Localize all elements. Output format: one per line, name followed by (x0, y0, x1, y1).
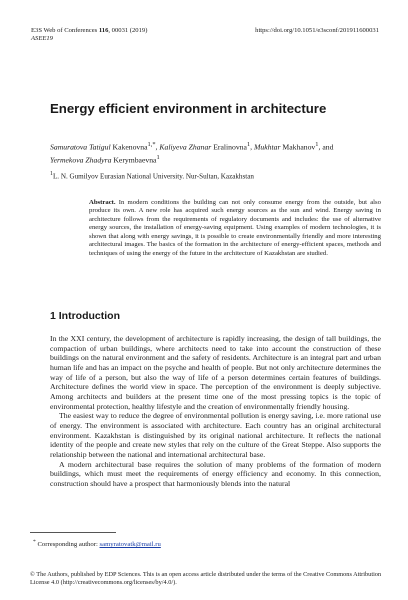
affiliation-superscript: 1 (50, 171, 53, 177)
running-header (31, 27, 379, 43)
body-text (50, 334, 381, 489)
abstract (89, 199, 381, 258)
author-list: Samuratova Tatigul Kakenovna$^{1,*}$, Kaliyeva Zhanar Eralinovna$^1$, Mukhtar Makhanov$^1$, and Yermekova Zhadyra Kerymbaevna$^1$ (50, 141, 334, 165)
author-given-name: Yermekova Zhadyra (50, 155, 112, 165)
author-family-name: Makhanov (280, 142, 316, 152)
author-superscript: 1 (246, 141, 251, 148)
author-given-name: Mukhtar (253, 142, 281, 152)
body-paragraph: The easiest way to reduce the degree of environmental pollution is energy saving, i.e. more rational use of energy. The environment is associated with architecture. Each country has an original architectural environment. Kazakhstan is distinguished by its original national architecture. It reflects the national identity of the people and create new styles that rely on the culture of the Great Steppe. Also supports the relationship between the national and international architectural base. (50, 411, 381, 459)
section-heading-introduction: 1 Introduction (50, 310, 120, 322)
abstract-text: In modern conditions the building can not only consume energy from the outside, but also produce its own. A new role has acquired such energy sources as the sun and wind. Energy saving in architecture follows from the requirements of regulatory documents and includes: the use of alternative energy sources, the installation of energy-saving equipment. Using examples of modern technologies, it is shown that along with energy savings, it is possible to create environmentally friendly and more interesting architectural images. The basics of the formation in the architecture of energy-efficient spaces, methods and techniques of using the energy of the future in the architecture of Kazakhstan are studied. (89, 199, 381, 257)
author-superscript: 1,* (147, 141, 156, 148)
footnote-divider (30, 532, 116, 533)
affiliation (50, 170, 378, 181)
journal-volume: 116 (98, 27, 109, 34)
paper-title: Energy efficient environment in architecture (50, 101, 327, 116)
author-family-name: Eralinovna (211, 142, 247, 152)
author-family-name: Kakenovna (110, 142, 148, 152)
corresponding-author-footnote (33, 538, 161, 549)
author-superscript: 1 (315, 141, 319, 148)
doi-link[interactable]: https://doi.org/10.1051/e3sconf/201911600031 (255, 27, 379, 34)
author-family-name: Kerymbaevna (111, 155, 157, 165)
body-paragraph: A modern architectural base requires the solution of many problems of the formation of modern buildings, which must meet the requirements of energy efficiency and economy. In this connection, construction should have a prospect that harmoniously blends into the natural (50, 459, 381, 488)
affiliation-text: L. N. Gumilyov Eurasian National University. Nur-Sultan, Kazakhstan (52, 172, 254, 181)
author-superscript: 1 (156, 153, 160, 161)
footnote-marker: * (33, 539, 36, 545)
conference-name: ASEE19 (31, 35, 53, 43)
journal-citation (31, 27, 147, 35)
author-given-name: Samuratova Tatigul (50, 142, 111, 152)
author-given-name: Kaliyeva Zhanar (159, 142, 212, 152)
body-paragraph: In the XXI century, the development of architecture is rapidly increasing, the design of tall buildings, the compaction of urban buildings, where architects need to take into account the construction of these buildings on the natural environment and the safety of residents. Architecture is an integral part and urban human life and has an impact on the psyche and health of people. But not only architecture determines the way of life of a person, but also the way of life of a person determines certain features of buildings. Architecture defines the world view in space. The perception of the environment is deeply subjective. Among architects and builders at the present time one of the most pressing topics is the topic of environmental protection, healthy lifestyle and the creation of environmentally friendly housing. (50, 334, 381, 411)
abstract-label: Abstract. (89, 199, 116, 206)
author-conjunction: and (322, 142, 334, 152)
license-notice: © The Authors, published by EDP Sciences. This is an open access article distributed under the terms of the Creative Commons Attribution License 4.0 (http://creativecommons.org/licenses/by/4.0/). (30, 571, 382, 586)
footnote-label: Corresponding author: (35, 541, 100, 549)
journal-name: E3S Web of Conferences (31, 27, 98, 34)
author-email-link[interactable]: samyratovatk@mail.ru (99, 541, 161, 549)
article-number: , 00031 (2019) (108, 27, 148, 34)
